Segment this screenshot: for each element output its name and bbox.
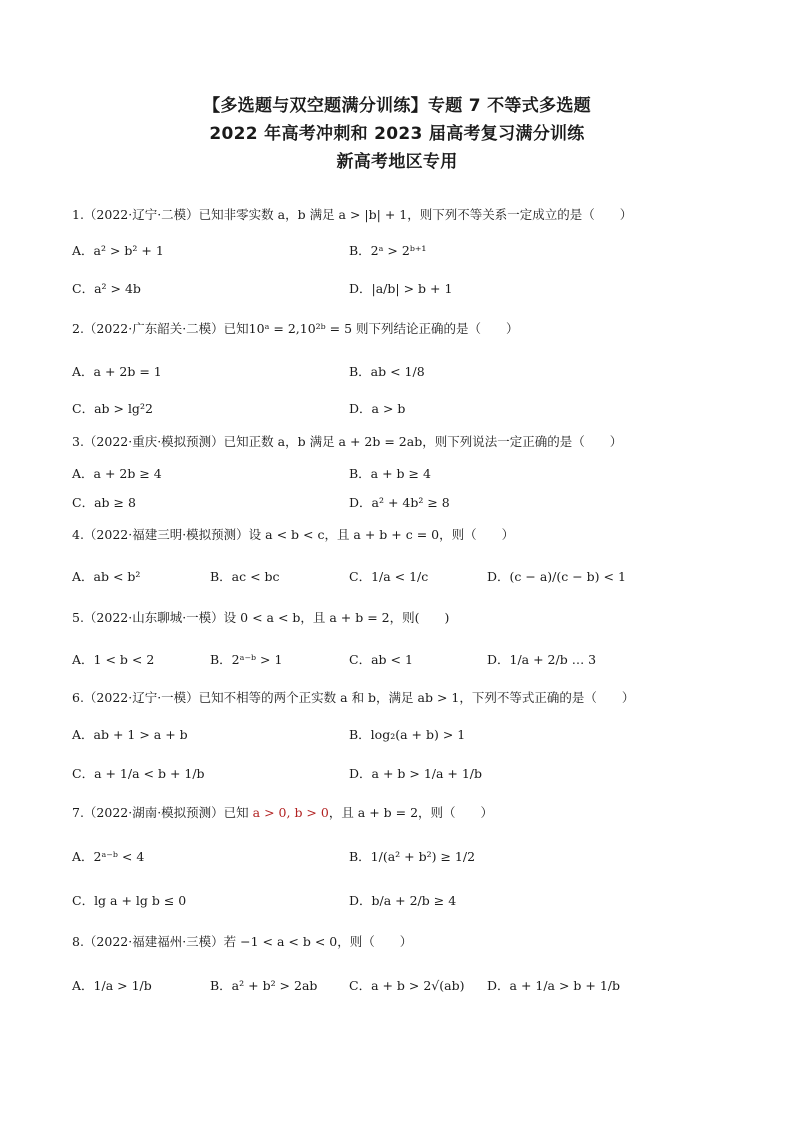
option-d: D．(c − a)/(c − b) < 1 — [487, 569, 626, 584]
option-d: D．a + 1/a > b + 1/b — [487, 978, 621, 993]
option-row — [72, 492, 732, 514]
option-c: C．a + 1/a < b + 1/b — [72, 766, 205, 781]
question-5 — [72, 607, 732, 671]
option-a: A．a + 2b = 1 — [72, 364, 162, 379]
question-stem: 3.（2022·重庆·模拟预测）已知正数 a，b 满足 a + 2b = 2ab，则下列说法一定正确的是（ ） — [72, 434, 623, 449]
option-b: B．a² + b² > 2ab — [210, 978, 318, 993]
option-b: B．ac < bc — [210, 569, 280, 584]
highlighted-condition: a > 0, b > 0 — [252, 805, 329, 820]
option-a: A．1 < b < 2 — [72, 652, 155, 667]
question-7 — [72, 802, 732, 912]
option-d: D．a > b — [349, 401, 406, 416]
option-a: A．2ᵃ⁻ᵇ < 4 — [72, 849, 145, 864]
option-b: B．2ᵃ⁻ᵇ > 1 — [210, 652, 283, 667]
question-8 — [72, 931, 732, 997]
option-d: D．1/a + 2/b … 3 — [487, 652, 597, 667]
option-c: C．ab > lg²2 — [72, 401, 153, 416]
option-row — [72, 566, 732, 588]
question-3 — [72, 431, 732, 514]
option-row — [72, 846, 732, 868]
question-stem — [72, 802, 732, 824]
question-4 — [72, 524, 732, 588]
title-line-1: 【多选题与双空题满分训练】专题 7 不等式多选题 — [203, 96, 591, 116]
option-row — [72, 278, 732, 300]
question-2 — [72, 318, 732, 420]
option-row — [72, 890, 732, 912]
option-a: A．a + 2b ≥ 4 — [72, 466, 162, 481]
option-c: C．ab < 1 — [349, 652, 413, 667]
option-d: D．a² + 4b² ≥ 8 — [349, 495, 450, 510]
option-b: B．1/(a² + b²) ≥ 1/2 — [349, 849, 476, 864]
question-stem-text: ，且 a + b = 2，则（ ） — [328, 805, 494, 820]
option-b: B．a + b ≥ 4 — [349, 466, 431, 481]
option-a: A．ab < b² — [72, 569, 141, 584]
title-line-3: 新高考地区专用 — [336, 152, 458, 172]
option-row — [72, 649, 732, 671]
option-b: B．ab < 1/8 — [349, 364, 425, 379]
option-b: B．log₂(a + b) > 1 — [349, 727, 466, 742]
question-stem: 2.（2022·广东韶关·二模）已知10ᵃ = 2,10²ᵇ = 5 则下列结论正确的是（ ） — [72, 321, 519, 336]
question-stem: 6.（2022·辽宁·一模）已知不相等的两个正实数 a 和 b，满足 ab > 1，下列不等式正确的是（ ） — [72, 690, 635, 705]
option-d: D．a + b > 1/a + 1/b — [349, 766, 483, 781]
question-stem-text: 7.（2022·湖南·模拟预测）已知 — [72, 805, 253, 820]
option-c: C．1/a < 1/c — [349, 569, 429, 584]
question-stem: 1.（2022·辽宁·二模）已知非零实数 a，b 满足 a > |b| + 1，则下列不等关系一定成立的是（ ） — [72, 207, 633, 222]
option-row — [72, 361, 732, 383]
option-b: B．2ᵃ > 2ᵇ⁺¹ — [349, 243, 427, 258]
option-c: C．ab ≥ 8 — [72, 495, 136, 510]
option-d: D．|a/b| > b + 1 — [349, 281, 453, 296]
option-row — [72, 240, 732, 262]
question-1 — [72, 204, 732, 300]
option-row — [72, 463, 732, 485]
option-a: A．1/a > 1/b — [72, 978, 152, 993]
option-row — [72, 724, 732, 746]
option-row — [72, 975, 732, 997]
question-6 — [72, 687, 732, 785]
option-row — [72, 763, 732, 785]
title-block — [0, 92, 794, 176]
option-a: A．ab + 1 > a + b — [72, 727, 188, 742]
option-a: A．a² > b² + 1 — [72, 243, 164, 258]
option-c: C．a + b > 2√(ab) — [349, 978, 465, 993]
question-stem: 5.（2022·山东聊城·一模）设 0 < a < b，且 a + b = 2，则( ) — [72, 610, 450, 625]
option-c: C．a² > 4b — [72, 281, 141, 296]
option-row — [72, 398, 732, 420]
option-c: C．lg a + lg b ≤ 0 — [72, 893, 187, 908]
title-line-2: 2022 年高考冲刺和 2023 届高考复习满分训练 — [209, 124, 585, 144]
option-d: D．b/a + 2/b ≥ 4 — [349, 893, 457, 908]
question-stem: 4.（2022·福建三明·模拟预测）设 a < b < c，且 a + b + c = 0，则（ ） — [72, 527, 515, 542]
question-stem: 8.（2022·福建福州·三模）若 −1 < a < b < 0，则（ ） — [72, 934, 413, 949]
